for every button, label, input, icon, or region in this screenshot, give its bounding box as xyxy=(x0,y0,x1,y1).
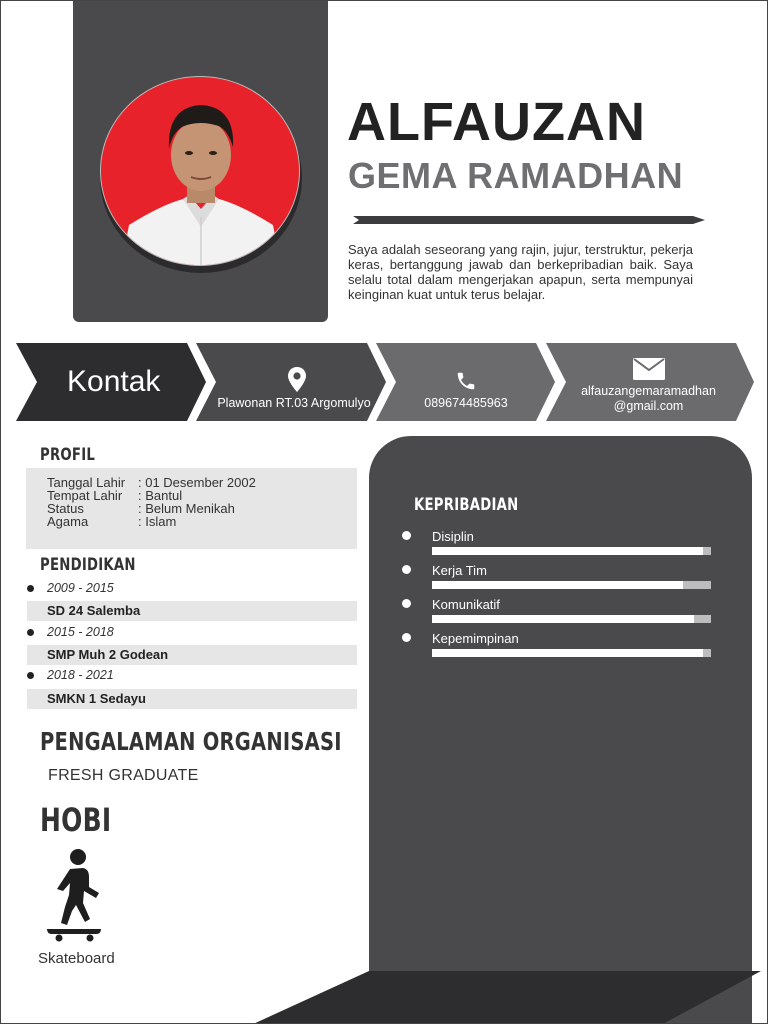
profil-row xyxy=(47,515,176,529)
hobby-label: Skateboard xyxy=(38,950,115,967)
contact-phone: 089674485963 xyxy=(424,396,508,410)
edu-school: SMKN 1 Sedayu xyxy=(47,691,146,706)
skill-level-fill xyxy=(432,615,694,623)
skill-label: Komunikatif xyxy=(432,597,500,612)
profile-photo xyxy=(100,76,300,266)
pendidikan-heading: PENDIDIKAN xyxy=(40,555,136,575)
skill-level-fill xyxy=(432,547,703,555)
skill-level-bar xyxy=(432,615,711,623)
skill-bullet xyxy=(402,531,411,540)
skateboard-icon xyxy=(43,847,105,943)
skill-bullet xyxy=(402,565,411,574)
kepribadian-heading: KEPRIBADIAN xyxy=(414,495,519,515)
edu-years: 2015 - 2018 xyxy=(47,625,114,639)
skill-level-bar xyxy=(432,581,711,589)
profil-heading: PROFIL xyxy=(40,445,96,465)
location-pin-icon xyxy=(287,367,307,393)
skill-level-bar xyxy=(432,649,711,657)
skill-label: Disiplin xyxy=(432,529,474,544)
timeline-dot xyxy=(27,672,34,679)
profil-label: Agama xyxy=(47,514,89,529)
organisasi-value: FRESH GRADUATE xyxy=(48,767,199,784)
profil-value: : Bantul xyxy=(138,488,183,503)
skill-level-bar xyxy=(432,547,711,555)
email-line-1: alfauzangemaramadhan xyxy=(581,384,716,398)
intro-paragraph: Saya adalah seseorang yang rajin, jujur, terstruktur, pekerja keras, bertanggung jawab dan berkepribadian baik. Saya selalu total dalam mengerjakan apapun, serta mempunyai keinginan kuat untuk terus belajar. xyxy=(348,242,693,302)
profil-value: : Belum Menikah xyxy=(138,501,235,516)
skill-level-fill xyxy=(432,649,703,657)
skill-bullet xyxy=(402,599,411,608)
skill-bullet xyxy=(402,633,411,642)
edu-years: 2009 - 2015 xyxy=(47,581,114,595)
profil-label: Status xyxy=(47,501,84,516)
contact-email xyxy=(566,384,731,414)
phone-icon xyxy=(455,370,477,392)
first-name: ALFAUZAN xyxy=(347,92,646,152)
timeline-dot xyxy=(27,629,34,636)
skill-label: Kepemimpinan xyxy=(432,631,519,646)
profil-label: Tempat Lahir xyxy=(47,488,123,503)
skill-label: Kerja Tim xyxy=(432,563,487,578)
timeline-dot xyxy=(27,585,34,592)
organisasi-heading: PENGALAMAN ORGANISASI xyxy=(40,727,342,756)
profil-label: Tanggal Lahir xyxy=(47,475,126,490)
kepribadian-panel xyxy=(369,436,752,1024)
name-divider-arrow xyxy=(353,213,705,227)
edu-school: SD 24 Salemba xyxy=(47,603,141,618)
edu-school: SMP Muh 2 Godean xyxy=(47,647,169,662)
contact-address: Plawonan RT.03 Argomulyo xyxy=(217,396,371,410)
profil-value: : 01 Desember 2002 xyxy=(138,475,256,490)
last-name: GEMA RAMADHAN xyxy=(348,155,684,196)
email-line-2: @gmail.com xyxy=(613,399,684,413)
hobi-heading: HOBI xyxy=(40,801,112,839)
envelope-icon xyxy=(633,358,665,380)
edu-years: 2018 - 2021 xyxy=(47,668,114,682)
person-portrait-icon xyxy=(101,77,300,266)
skill-level-fill xyxy=(432,581,683,589)
profil-value: : Islam xyxy=(138,514,177,529)
bottom-band xyxy=(1,961,768,1024)
contact-title: Kontak xyxy=(67,365,161,398)
